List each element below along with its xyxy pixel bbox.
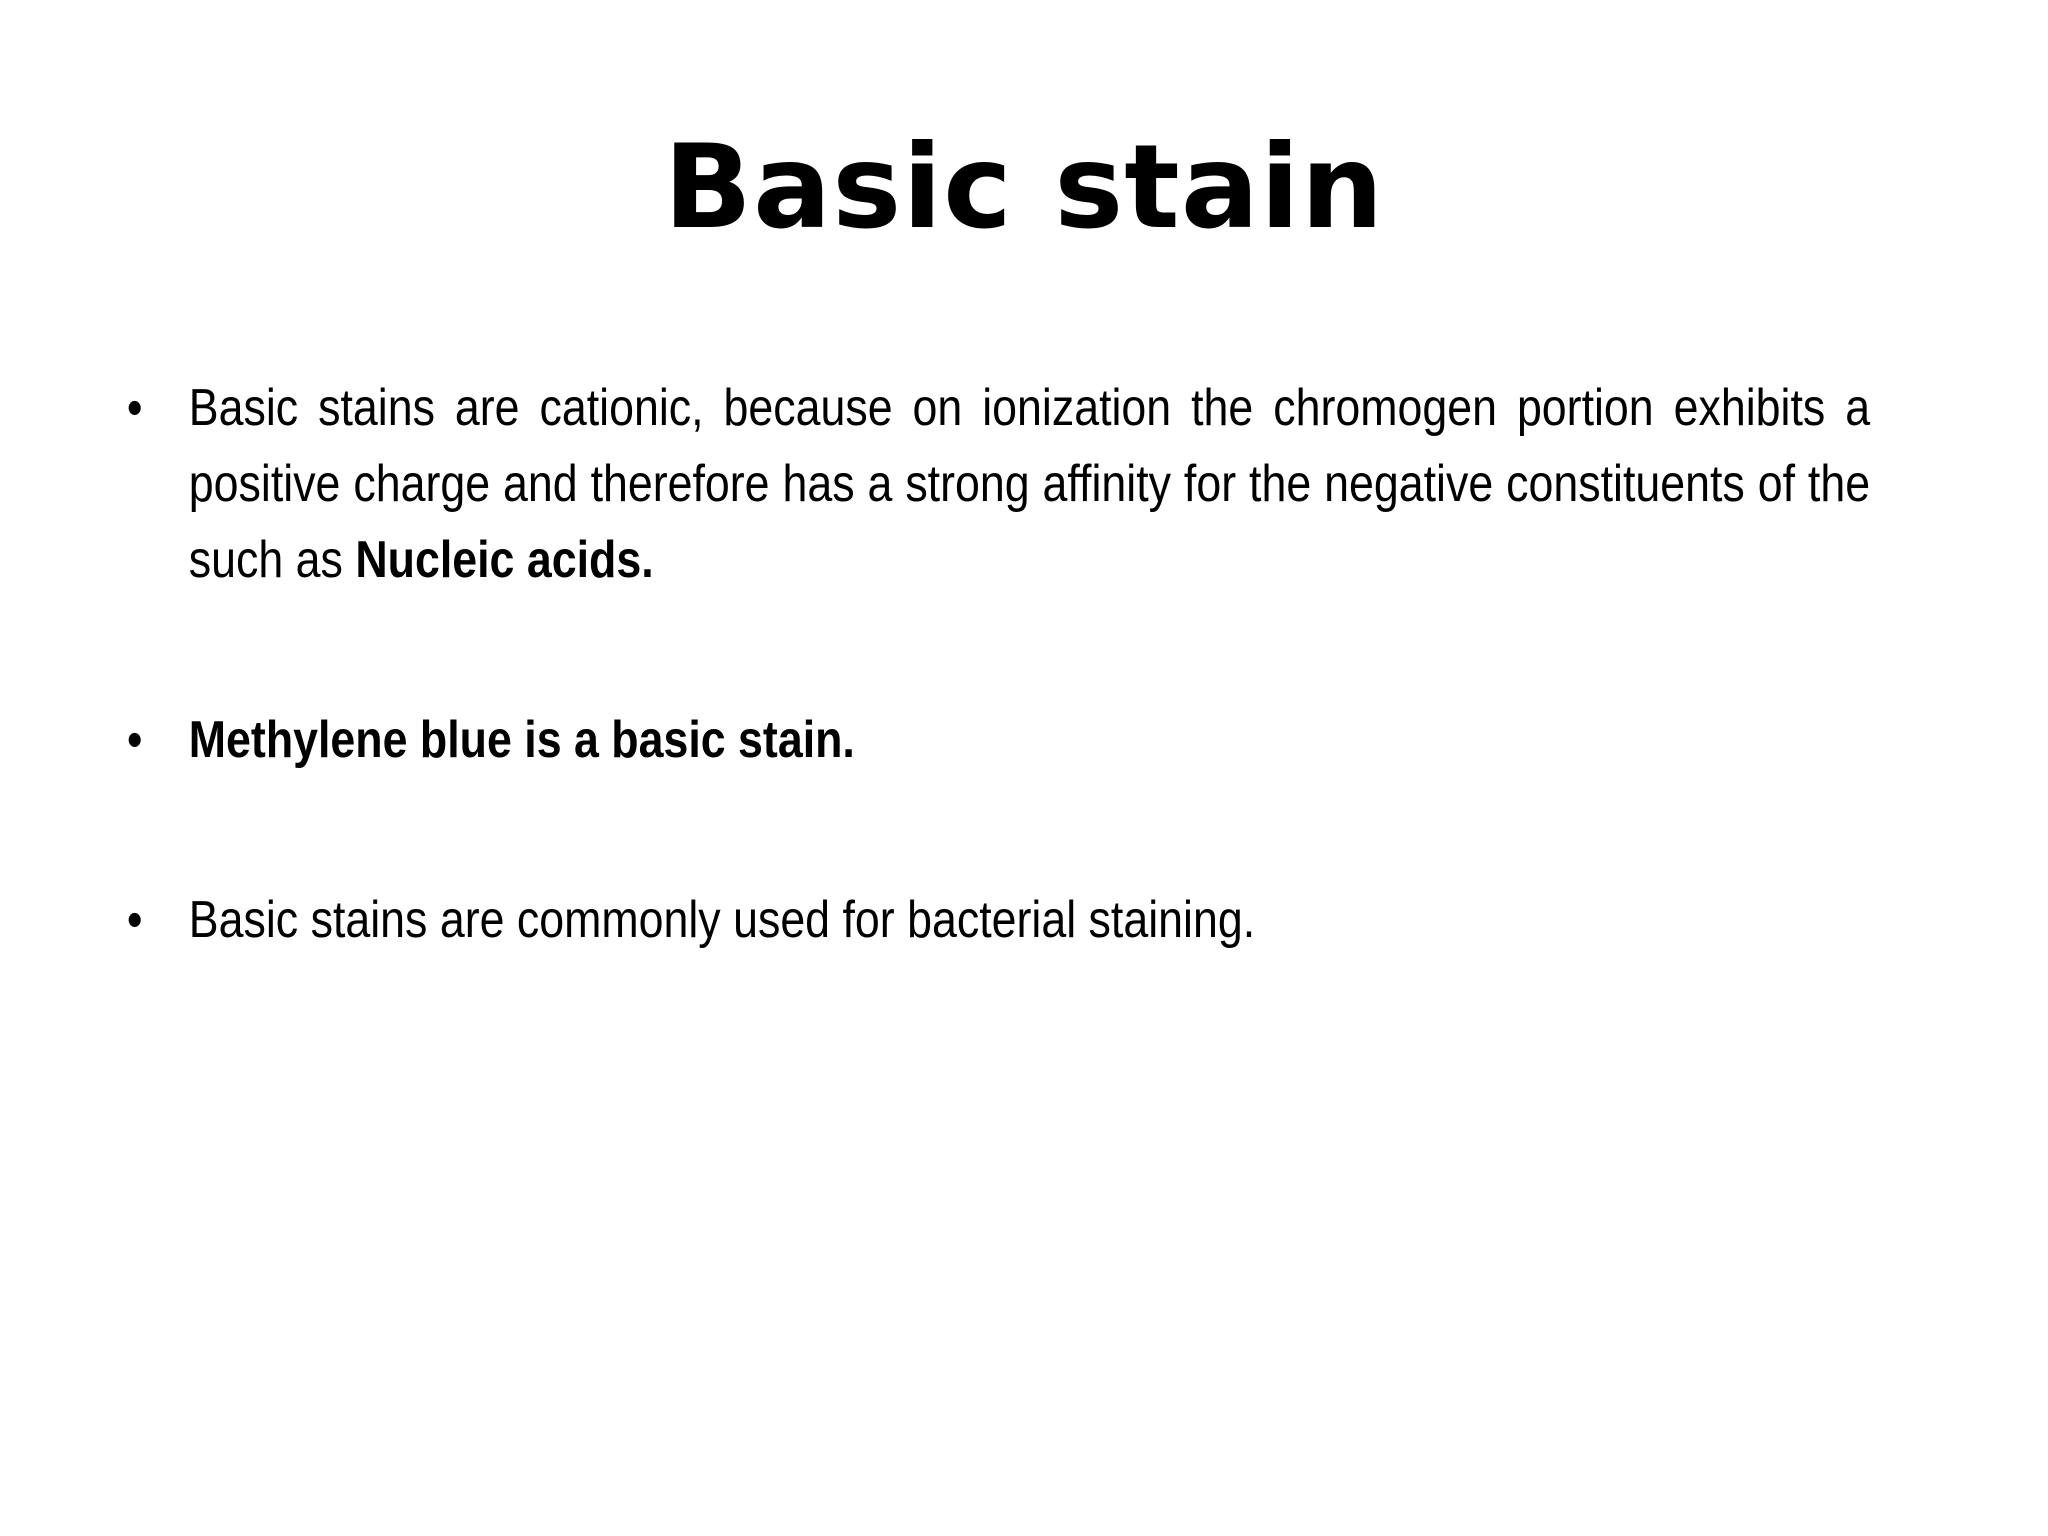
bullet-marker: •	[126, 711, 143, 769]
bullet-text-bold: Methylene blue is a basic stain.	[188, 711, 855, 769]
bullet-item	[120, 370, 1870, 598]
bullet-list	[120, 370, 1871, 958]
bullet-text: Basic stains are cationic, because on ionization the chromogen portion exhibits a positive charge and therefore has a strong affinity for the negative constituents of the such as	[188, 379, 1871, 589]
bullet-text: Basic stains are commonly used for bacterial staining.	[188, 891, 1256, 949]
bullet-item	[120, 882, 1870, 958]
slide-title: Basic stain	[663, 120, 1385, 255]
bullet-text-bold: Nucleic acids.	[355, 531, 654, 589]
bullet-marker: •	[126, 379, 143, 437]
bullet-marker: •	[126, 891, 143, 949]
bullet-item	[120, 702, 1870, 778]
